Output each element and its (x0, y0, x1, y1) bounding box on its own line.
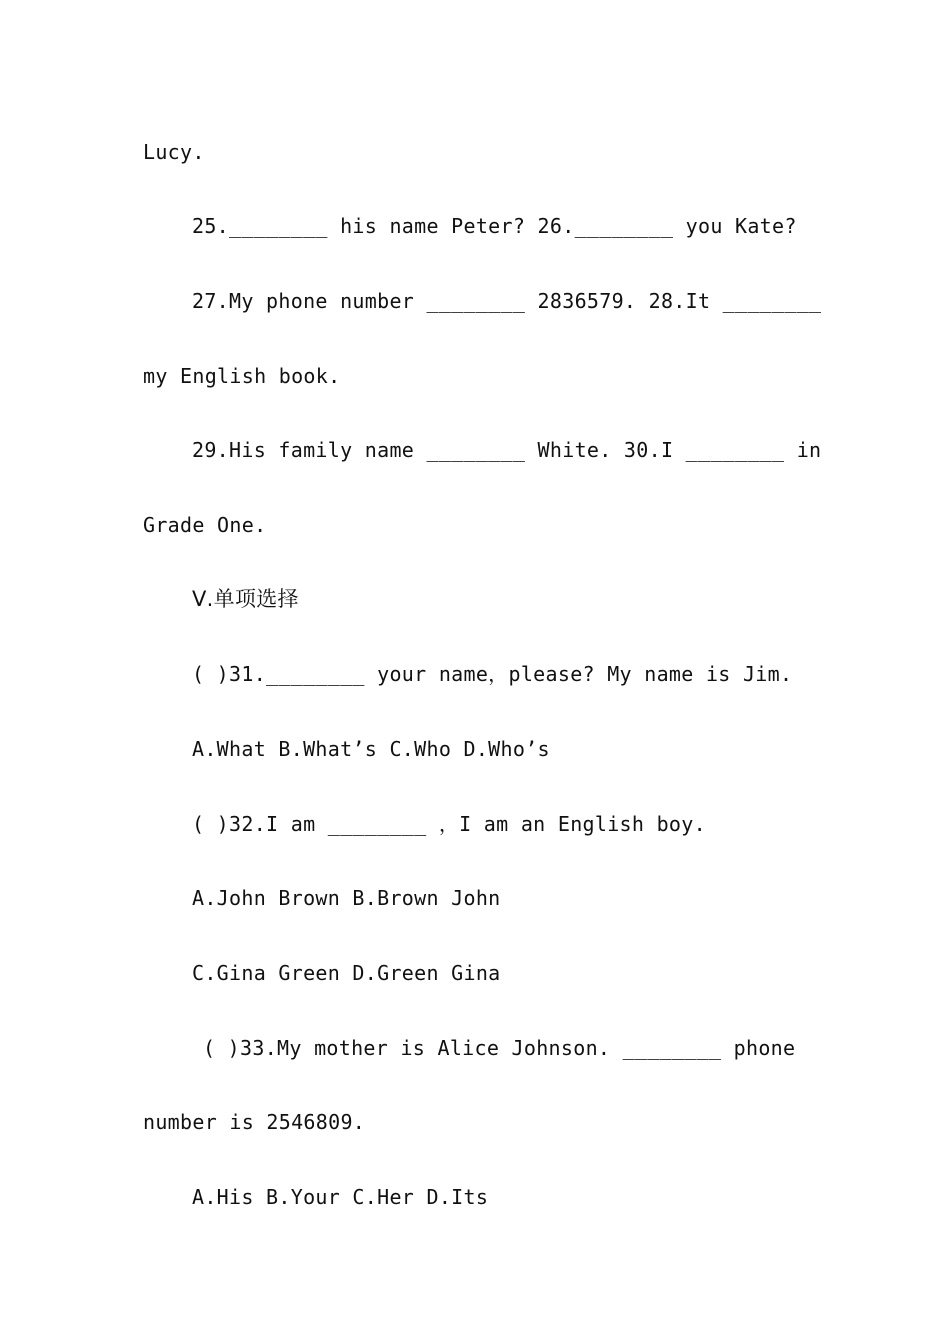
section-heading: Ⅴ.单项选择 (192, 587, 299, 611)
text-line: Lucy. (143, 140, 205, 164)
question-32-options-ab: A.John Brown B.Brown John (192, 886, 501, 910)
text-line: Grade One. (143, 513, 267, 537)
question-32: ( )32.I am ________ ，I am an English boy. (192, 812, 706, 836)
fill-in-items-29-30: 29.His family name ________ White. 30.I ________ in (192, 438, 822, 462)
fill-in-items-27-28: 27.My phone number ________ 2836579. 28.It ________ (192, 289, 822, 313)
question-31: ( )31.________ your name，please? My name is Jim. (192, 662, 793, 686)
question-33: ( )33.My mother is Alice Johnson. ________ phone (203, 1036, 796, 1060)
text-line: my English book. (143, 364, 341, 388)
question-32-options-cd: C.Gina Green D.Green Gina (192, 961, 501, 985)
fill-in-items-25-26: 25.________ his name Peter? 26.________ you Kate? (192, 214, 797, 238)
question-31-options: A.What B.What’s C.Who D.Who’s (192, 737, 550, 761)
question-33-continued: number is 2546809. (143, 1110, 366, 1134)
question-33-options: A.His B.Your C.Her D.Its (192, 1185, 489, 1209)
